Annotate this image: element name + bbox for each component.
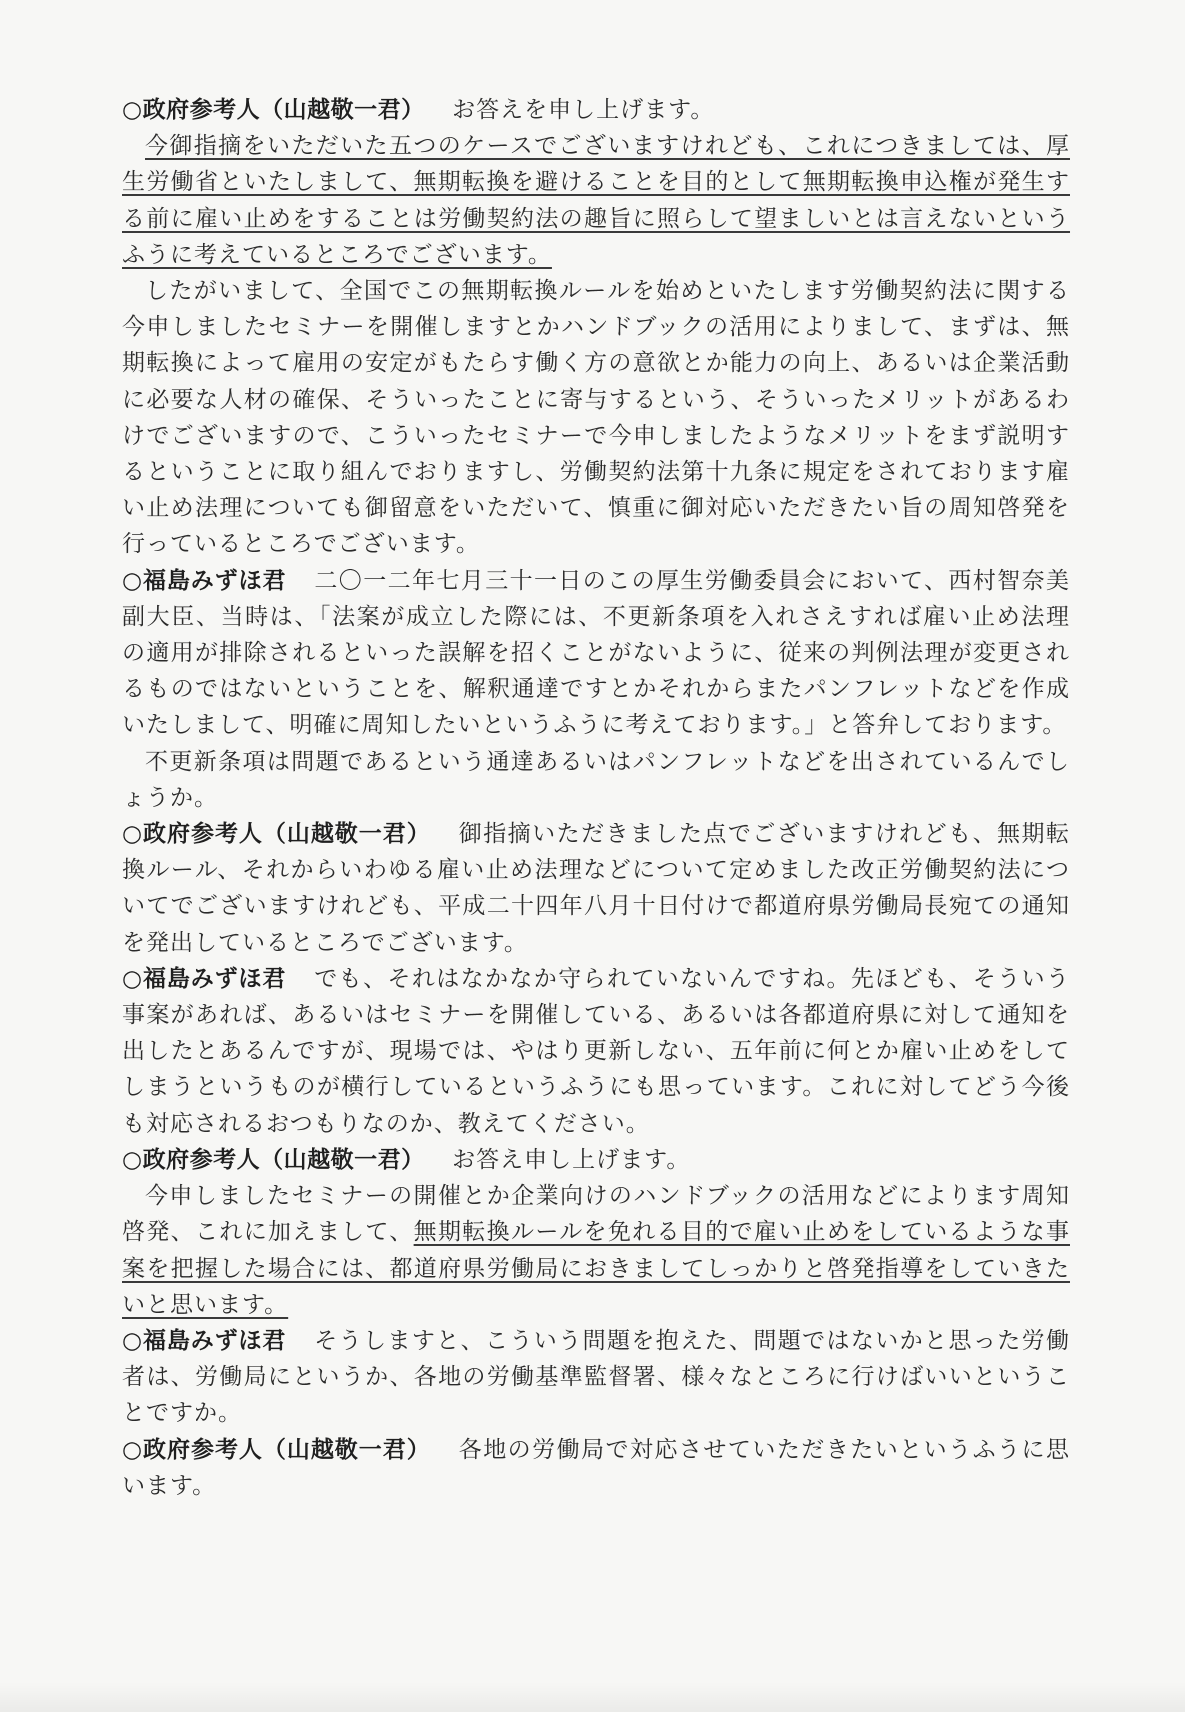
statement-text: 御指摘いただきました点でございますけれども、無期転換ルール、それからいわゆる雇い止め法理などについて定めました改正労働契約法についてでございますけれども、平成二十四年八月十日付けで都道府県労働局長宛ての通知を発出しているところでございます。 — [122, 821, 1071, 956]
continuation-paragraph — [122, 273, 1070, 563]
speech-paragraph — [122, 1432, 1070, 1504]
speech-paragraph — [122, 816, 1070, 961]
underlined-statement: 無期転換ルールを免れる目的で雇い止めをしているような事案を把握した場合には、都道府県労働局におきましてしっかりと啓発指導をしていきたいと思います。 — [122, 1219, 1070, 1318]
speech-paragraph — [122, 1323, 1070, 1432]
underlined-statement: 今御指摘をいただいた五つのケースでございますけれども、これにつきましては、厚生労働省といたしまして、無期転換を避けることを目的として無期転換申込権が発生する前に雇い止めをすることは労働契約法の趣旨に照らして望ましいとは言えないというふうに考えているところでございます。 — [122, 133, 1071, 268]
statement-text: お答え申し上げます。 — [452, 1146, 691, 1173]
continuation-paragraph — [122, 1178, 1070, 1323]
statement-text: 二〇一二年七月三十一日のこの厚生労働委員会において、西村智奈美副大臣、当時は、「法案が成立した際には、不更新条項を入れさえすれば雇い止め法理の適用が排除されるといった誤解を招くことがないように、従来の判例法理が変更されるものではないということを、解釈通達ですとかそれからまたパンフレットなどを作成いたしまして、明確に周知したいというふうに考えております。」と答弁しております。 — [122, 567, 1071, 739]
transcript-body — [122, 92, 1070, 1504]
speech-paragraph — [122, 1142, 1070, 1178]
speaker-name: ○政府参考人（山越敬一君） — [122, 1146, 425, 1173]
speaker-name: ○政府参考人（山越敬一君） — [122, 97, 425, 123]
statement-text: そうしますと、こういう問題を抱えた、問題ではないかと思った労働者は、労働局にというか、各地の労働基準監督署、様々なところに行けばいいということですか。 — [122, 1327, 1071, 1427]
statement-text: 不更新条項は問題であるという通達あるいはパンフレットなどを出されているんでしょうか。 — [122, 748, 1070, 811]
statement-text: でも、それはなかなか守られていないんですね。先ほども、そういう事案があれば、あるいはセミナーを開催している、あるいは各都道府県に対して通知を出したとあるんですが、現場では、やはり更新しない、五年前に何とか雇い止めをしてしまうというものが横行しているというふうにも思っています。これに対してどう今後も対応されるおつもりなのか、教えてください。 — [122, 965, 1071, 1137]
continuation-paragraph — [122, 128, 1070, 273]
statement-text: 今申しましたセミナーの開催とか企業向けのハンドブックの活用などによります周知啓発、これに加えまして、 — [122, 1183, 1070, 1246]
speaker-name: ○福島みずほ君 — [122, 1327, 287, 1354]
speech-paragraph — [122, 92, 1070, 128]
speaker-name: ○福島みずほ君 — [122, 965, 287, 992]
statement-text: したがいまして、全国でこの無期転換ルールを始めといたします労働契約法に関する今申しましたセミナーを開催しますとかハンドブックの活用によりまして、まずは、無期転換によって雇用の安定がもたらす働く方の意欲とか能力の向上、あるいは企業活動に必要な人材の確保、そういったことに寄与するという、そういったメリットがあるわけでございますので、こういったセミナーで今申しましたようなメリットをまず説明するということに取り組んでおりますし、労働契約法第十九条に規定をされております雇い止め法理についても御留意をいただいて、慎重に御対応いただきたい旨の周知啓発を行っているところでございます。 — [122, 278, 1071, 558]
speech-paragraph — [122, 961, 1070, 1142]
scan-shadow — [0, 1682, 1185, 1712]
speaker-name: ○政府参考人（山越敬一君） — [122, 1436, 431, 1463]
speaker-name: ○政府参考人（山越敬一君） — [122, 821, 431, 848]
statement-text: 各地の労働局で対応させていただきたいというふうに思います。 — [122, 1436, 1070, 1499]
continuation-paragraph — [122, 744, 1070, 816]
speaker-name: ○福島みずほ君 — [122, 567, 287, 594]
speech-paragraph — [122, 563, 1070, 744]
statement-text: お答えを申し上げます。 — [452, 97, 715, 123]
